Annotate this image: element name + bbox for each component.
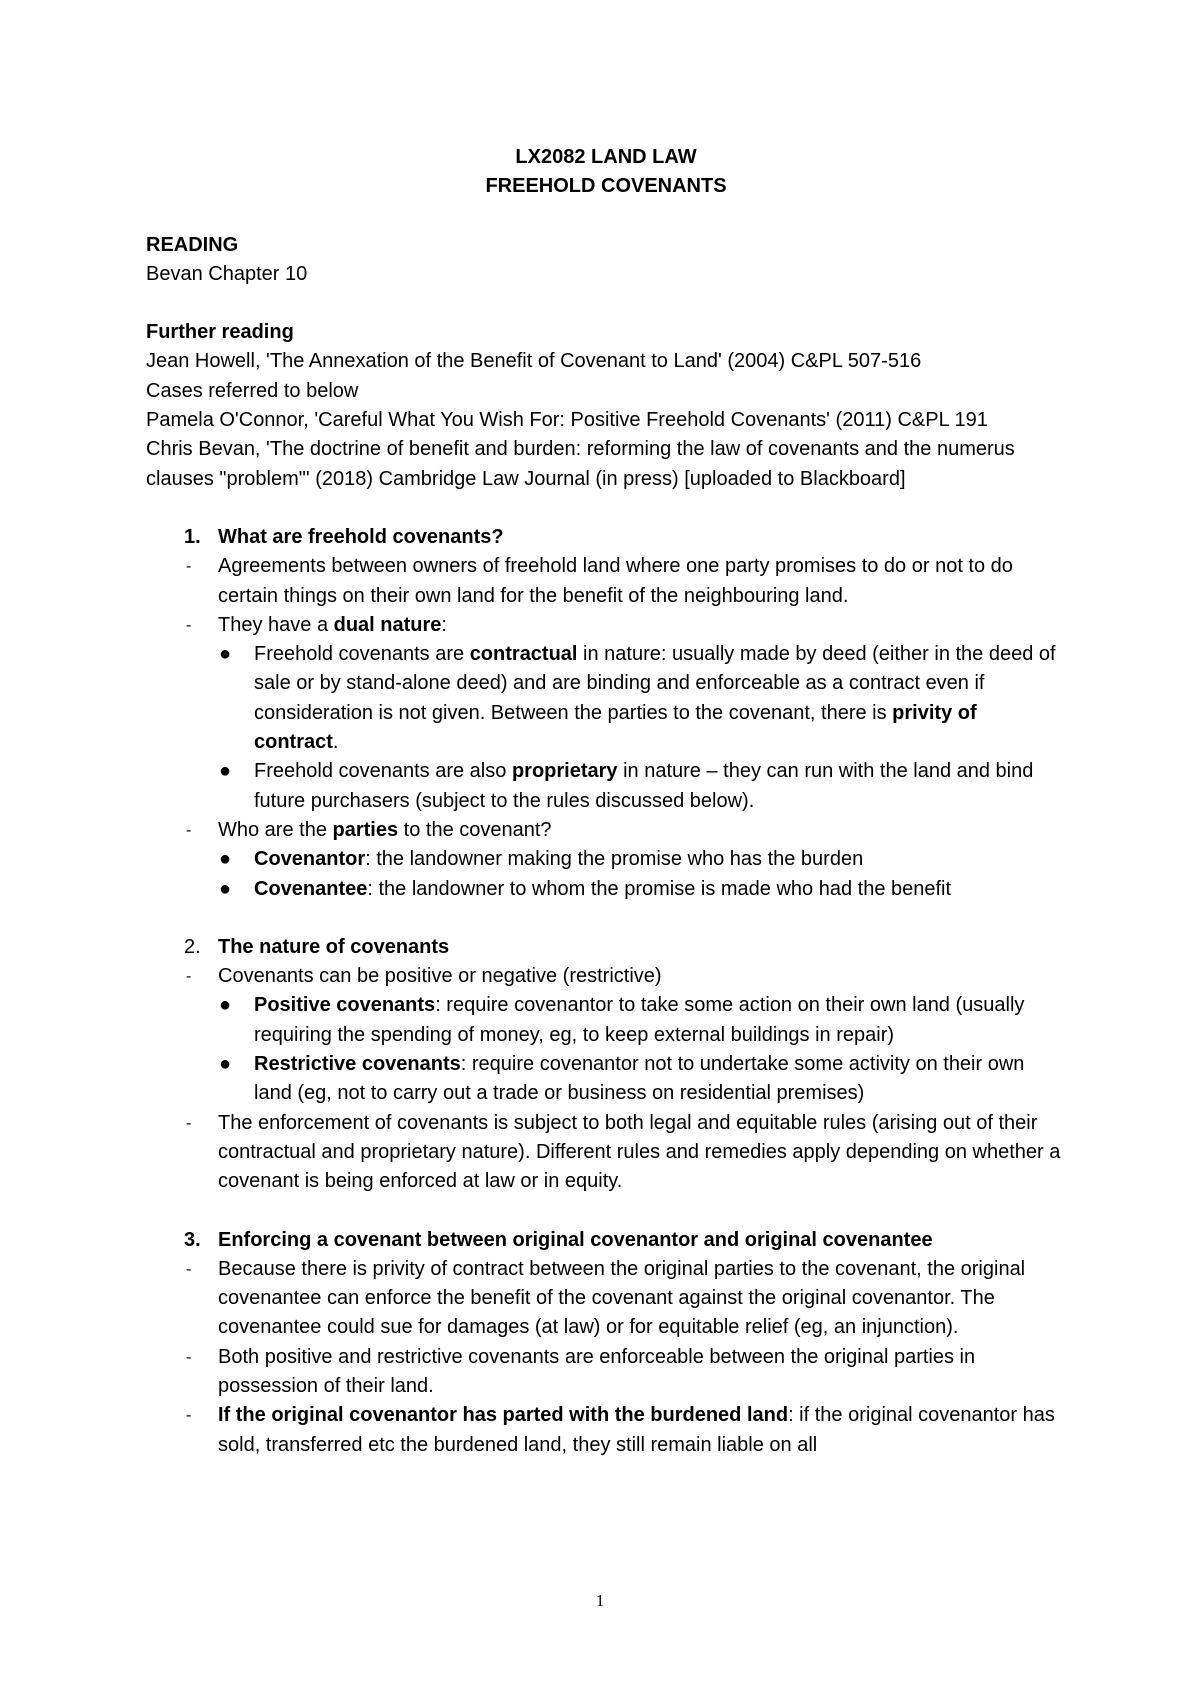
bullet-icon: ● <box>219 848 232 871</box>
page-number: 1 <box>595 1591 605 1610</box>
further-reading-item: Chris Bevan, 'The doctrine of benefit and burden: reforming the law of covenants and the numerus clauses "problem"' (2018) Cambridge Law Journal (in press) [uploaded to Blackboard] <box>146 438 1015 490</box>
section-1-bullet-item: ● Covenantee: the landowner to whom the promise is made who had the benefit <box>146 875 1066 904</box>
section-1-bullet-item: ● Freehold covenants are contractual in nature: usually made by deed (either in the deed of sale or by stand-alone deed) and are binding and enforceable as a contract even if consideration is not given. Between the parties to the covenant, there is privity of contract. <box>146 640 1066 757</box>
reading-heading: READING <box>146 233 239 256</box>
section-2-bullet-item: ● Restrictive covenants: require covenantor not to undertake some activity on their own land (eg, not to carry out a trade or business on residential premises) <box>146 1050 1066 1109</box>
section-2-dash-item: - The enforcement of covenants is subject to both legal and equitable rules (arising out of their contractual and proprietary nature). Different rules and remedies apply depending on whether a covenant is being enforced at law or in equity. <box>186 1111 1061 1193</box>
document-title-course: LX2082 LAND LAW <box>515 146 697 168</box>
section-3-dash-item: - Both positive and restrictive covenants are enforceable between the original parties in possession of their land. <box>186 1345 976 1397</box>
section-1-bullet-item: ● Covenantor: the landowner making the promise who has the burden <box>146 845 1066 874</box>
section-2-bullet-item: ● Positive covenants: require covenantor to take some action on their own land (usually requiring the spending of money, eg, to keep external buildings in repair) <box>146 991 1066 1050</box>
section-2-dash-item: - Covenants can be positive or negative (restrictive) <box>186 965 662 988</box>
section-1-heading <box>146 523 1066 552</box>
document-body <box>146 143 1066 1460</box>
section-1-dash-item: - They have a dual nature: <box>186 613 447 636</box>
bullet-icon: ● <box>219 1053 232 1076</box>
section-3-title: Enforcing a covenant between original covenantor and original covenantee <box>218 1228 933 1251</box>
section-3-dash-item: - Because there is privity of contract between the original parties to the covenant, the original covenantee can enforce the benefit of the covenant against the original covenantor. The covenantee could sue for damages (at law) or for equitable relief (eg, an injunction). <box>186 1257 1026 1339</box>
section-2-title: The nature of covenants <box>218 935 450 958</box>
section-1-dash-item: - Who are the parties to the covenant? <box>186 818 552 841</box>
section-1-bullet-item: ● Freehold covenants are also proprietary in nature – they can run with the land and bind future purchasers (subject to the rules discussed below). <box>146 757 1066 816</box>
section-1-number: 1. <box>184 525 201 548</box>
section-3-dash-item: - If the original covenantor has parted with the burdened land: if the original covenantor has sold, transferred etc the burdened land, they still remain liable on all <box>186 1404 1055 1456</box>
section-2-number: 2. <box>184 935 201 958</box>
section-3-number: 3. <box>184 1228 201 1251</box>
further-reading-item: Pamela O'Connor, 'Careful What You Wish For: Positive Freehold Covenants' (2011) C&PL 191 <box>146 409 988 432</box>
bullet-icon: ● <box>219 877 232 900</box>
reading-text: Bevan Chapter 10 <box>146 262 308 285</box>
bullet-icon: ● <box>219 643 232 666</box>
bullet-icon: ● <box>219 994 232 1017</box>
document-title-topic: FREEHOLD COVENANTS <box>485 175 727 198</box>
further-reading-item: Jean Howell, 'The Annexation of the Benefit of Covenant to Land' (2004) C&PL 507-516 <box>146 350 922 373</box>
bullet-icon: ● <box>219 760 232 783</box>
further-reading-heading: Further reading <box>146 321 294 344</box>
section-3-heading <box>146 1226 1066 1255</box>
section-1-dash-item: - Agreements between owners of freehold land where one party promises to do or not to do certain things on their own land for the benefit of the neighbouring land. <box>186 555 1013 607</box>
further-reading-item: Cases referred to below <box>146 379 359 402</box>
section-1-title: What are freehold covenants? <box>218 525 504 548</box>
section-2-heading <box>146 933 1066 962</box>
